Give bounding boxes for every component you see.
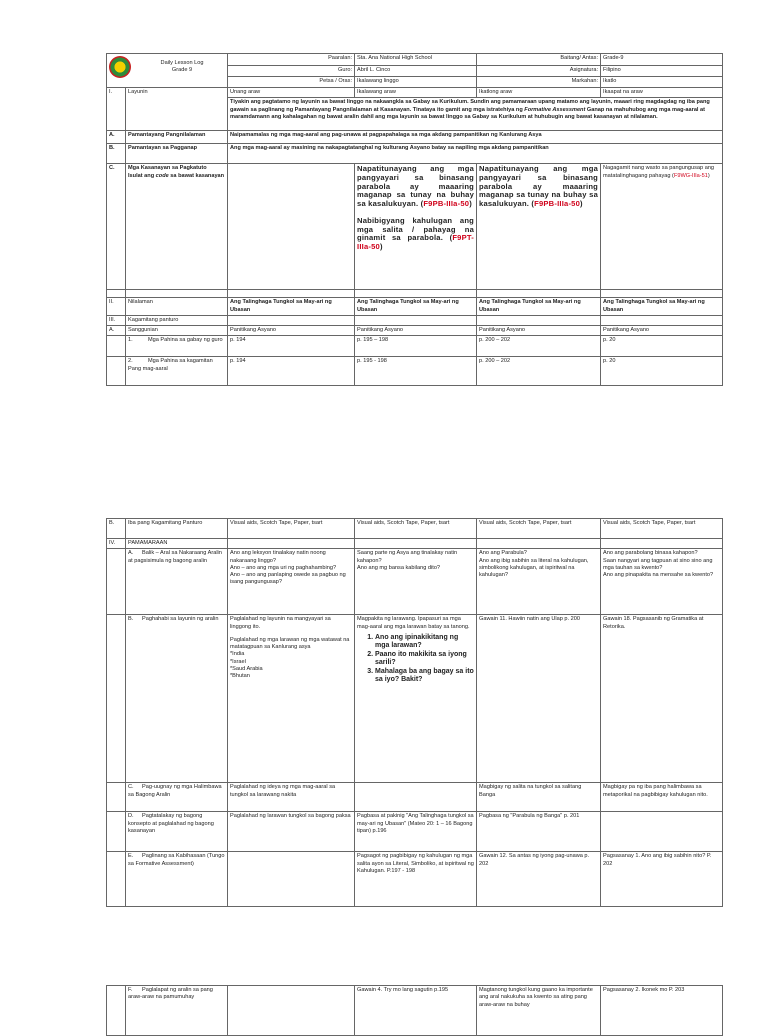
kasanayan-day-2-p1: Napatitunayang ang mga pangyayari sa binasang parabola ay maaaring maganap sa tunay na buhay sa kasalukuyan. (F9PB-IIIa-50) bbox=[357, 164, 475, 209]
balik-aral-label-cell: A. Balik – Aral sa Nakaraang Aralin at pagsisimula ng bagong aralin bbox=[126, 549, 228, 615]
competency-code: F9PB-IIIa-50 bbox=[423, 199, 470, 209]
pagtalakay-label: Pagtatalakay ng bagong konsepto at paglalahad ng bagong kasanayan bbox=[128, 813, 214, 834]
pag-uugnay-label-cell: C. Pag-uugnay ng mga Halimbawa sa Bagong Aralin bbox=[126, 783, 228, 812]
sanggunian-num: A. bbox=[107, 326, 126, 336]
pamantayan-pagganap-label: Pamantayan sa Pagganap bbox=[126, 144, 228, 164]
kagamitang-panturo-num: III. bbox=[107, 315, 126, 325]
pamantayang-pangnilalaman-text: Naipamamalas ng mga mag-aaral ang pag-unawa at pagpapahalaga sa mga akdang pampanitikan ng Kanlurang Asya bbox=[228, 131, 723, 144]
paghahabi-label: Paghahabi sa layunin ng aralin bbox=[142, 616, 219, 623]
pamamaraan-num: IV. bbox=[107, 539, 126, 549]
iba-pang-kagamitan-day-2: Visual aids, Scotch Tape, Paper, tsart bbox=[355, 519, 477, 539]
paglalapat-day-4: Pagsasanay 2. Ikonek mo P. 203 bbox=[601, 986, 723, 1036]
date-label: Petsa / Oras: bbox=[228, 77, 355, 88]
empty-cell bbox=[107, 852, 126, 907]
paglinang-day-3: Gawain 12. Sa antas ng iyong pag-unawa p. 202 bbox=[477, 852, 601, 907]
paglinang-day-2: Pagsagot ng pagbibigay ng kahulugan ng mga salita ayon sa Literal, Simboliko, at ispiritwal ng Kahulugan. P.197 - 198 bbox=[355, 852, 477, 907]
pamamaraan-label: PAMAMARAAN bbox=[126, 539, 228, 549]
kasanayan-num: C. bbox=[107, 164, 126, 290]
quarter-label: Markahan: bbox=[477, 77, 601, 88]
iba-pang-kagamitan-label: Iba pang Kagamitang Panturo bbox=[126, 519, 228, 539]
empty-cell bbox=[107, 615, 126, 783]
balik-aral-day-1: Ano ang leksyon tinalakay natin noong nakaraang linggo? Ano – ano ang mga uri ng paghahambing? Ano – ano ang panlaping owede sa pagbuo ng isang pangungusap? bbox=[228, 549, 355, 615]
day-2-header: Ikalawang araw bbox=[355, 88, 477, 98]
empty-cell bbox=[355, 315, 477, 325]
paglalapat-label-cell: F. Paglalapat ng aralin sa pang araw-araw na pamumuhay bbox=[126, 986, 228, 1036]
lesson-log-table-part-1 bbox=[106, 53, 723, 386]
pamantayang-pangnilalaman-num: A. bbox=[107, 131, 126, 144]
empty-cell bbox=[107, 783, 126, 812]
pahina-kagamitan-label: Mga Pahina sa kagamitan Pang mag-aaral bbox=[128, 358, 213, 372]
spacer-cell bbox=[228, 290, 355, 298]
school-seal-icon bbox=[109, 56, 131, 78]
pag-uugnay-day-3: Magbigay ng salita na tungkol sa salitang Banga bbox=[477, 783, 601, 812]
competency-code: F9PT-IIIa-50 bbox=[357, 233, 475, 252]
pagtalakay-day-4 bbox=[601, 812, 723, 852]
subject-value: Filipino bbox=[601, 66, 723, 77]
quarter-value: Ikatlo bbox=[601, 77, 723, 88]
pahina-gabay-label: Mga Pahina sa gabay ng guro bbox=[148, 337, 223, 344]
iba-pang-kagamitan-num: B. bbox=[107, 519, 126, 539]
nilalaman-num: II. bbox=[107, 298, 126, 316]
spacer-cell bbox=[601, 290, 723, 298]
kasanayan-day-3 bbox=[477, 164, 601, 290]
sanggunian-day-2: Panitikang Asyano bbox=[355, 326, 477, 336]
pahina-gabay-day-4: p. 20 bbox=[601, 336, 723, 357]
day-3-header: Ikatlong araw bbox=[477, 88, 601, 98]
paghahabi-label-cell: B. Paghahabi sa layunin ng aralin bbox=[126, 615, 228, 783]
pamantayang-pangnilalaman-label: Pamantayang Pangnilalaman bbox=[126, 131, 228, 144]
kasanayan-label-cell bbox=[126, 164, 228, 290]
empty-cell bbox=[228, 315, 355, 325]
sanggunian-day-4: Panitikang Asyano bbox=[601, 326, 723, 336]
pag-uugnay-day-1: Paglalahad ng ideya ng mga mag-aaral sa tungkol sa larawang nakita bbox=[228, 783, 355, 812]
pamantayan-pagganap-text: Ang mga mag-aaral ay masining na nakapagtatanghal ng kulturang Asyano batay sa napiling mga akdang pampanitikan bbox=[228, 144, 723, 164]
iba-pang-kagamitan-day-4: Visual aids, Scotch Tape, Paper, tsart bbox=[601, 519, 723, 539]
empty-cell bbox=[107, 549, 126, 615]
kasanayan-day-1 bbox=[228, 164, 355, 290]
paglalapat-day-3: Magtanong tungkol kung gaano ka importante ang aral nakukuha sa kwento sa ating pang araw-araw na buhay bbox=[477, 986, 601, 1036]
pahina-kagamitan-day-4: p. 20 bbox=[601, 357, 723, 386]
day-4-header: Ikaapat na araw bbox=[601, 88, 723, 98]
balik-aral-day-3: Ano ang Parabula? Ano ang ibig sabihin sa literal na kahulugan, simbolikong kahulugan, at ispiritwal na kahulugan? bbox=[477, 549, 601, 615]
pag-uugnay-day-2 bbox=[355, 783, 477, 812]
empty-cell bbox=[228, 539, 355, 549]
paglalapat-day-2: Gawain 4. Try mo lang sagutin p.195 bbox=[355, 986, 477, 1036]
kasanayan-label: Mga Kasanayan sa Pagkatuto bbox=[128, 165, 207, 172]
empty-cell bbox=[601, 315, 723, 325]
level-label: Baitang/ Antas: bbox=[477, 54, 601, 66]
pahina-kagamitan-day-1: p. 194 bbox=[228, 357, 355, 386]
paghahabi-day-4: Gawain 18. Pagsasanib ng Gramatika at Retorika. bbox=[601, 615, 723, 783]
pamantayan-pagganap-num: B. bbox=[107, 144, 126, 164]
pahina-kagamitan-day-3: p. 200 – 202 bbox=[477, 357, 601, 386]
paglinang-day-4: Pagsasanay 1. Ano ang ibig sabihin nito? P. 202 bbox=[601, 852, 723, 907]
grade-label: Grade 9 bbox=[171, 67, 193, 73]
subject-label: Asignatura: bbox=[477, 66, 601, 77]
pahina-gabay-day-2: p. 195 – 198 bbox=[355, 336, 477, 357]
paglinang-day-1 bbox=[228, 852, 355, 907]
paglalapat-day-1 bbox=[228, 986, 355, 1036]
empty-cell bbox=[477, 315, 601, 325]
pahina-kagamitan-label-cell: 2. Mga Pahina sa kagamitan Pang mag-aaral bbox=[126, 357, 228, 386]
pahina-gabay-label-cell: 1. Mga Pahina sa gabay ng guro bbox=[126, 336, 228, 357]
pagtalakay-day-3: Pagbasa ng "Parabula ng Banga" p. 201 bbox=[477, 812, 601, 852]
pagtalakay-label-cell: D. Pagtatalakay ng bagong konsepto at paglalahad ng bagong kasanayan bbox=[126, 812, 228, 852]
empty-cell bbox=[601, 539, 723, 549]
sanggunian-day-1: Panitikang Asyano bbox=[228, 326, 355, 336]
school-value: Sta. Ana National High School bbox=[355, 54, 477, 66]
empty-cell bbox=[107, 812, 126, 852]
competency-code: F9PB-IIIa-50 bbox=[534, 199, 581, 209]
paglinang-label-cell: E. Paglinang sa Kabihasaan (Tungo sa Formative Assessment) bbox=[126, 852, 228, 907]
iba-pang-kagamitan-day-3: Visual aids, Scotch Tape, Paper, tsart bbox=[477, 519, 601, 539]
doc-title: Daily Lesson Log bbox=[160, 59, 204, 66]
balik-aral-day-2: Saang parte ng Asya ang tinalakay natin kahapon? Ano ang mg bansa kabilang dito? bbox=[355, 549, 477, 615]
kagamitang-panturo-label: Kagamitang panturo bbox=[126, 315, 228, 325]
pahina-gabay-day-1: p. 194 bbox=[228, 336, 355, 357]
pagtalakay-day-2: Pagbasa at pakinig "Ang Talinghaga tungkol sa may-ari ng Ubasan" (Mateo 20: 1 – 16 Bagong tipan) p.196 bbox=[355, 812, 477, 852]
lesson-log-table-part-3 bbox=[106, 985, 723, 1036]
school-label: Paaralan: bbox=[228, 54, 355, 66]
pahina-kagamitan-day-2: p. 195 - 198 bbox=[355, 357, 477, 386]
competency-code: F9WG-IIIa-51 bbox=[673, 172, 708, 179]
nilalaman-day-3: Ang Talinghaga Tungkol sa May-ari ng Ubasan bbox=[477, 298, 601, 316]
kasanayan-sublabel: Isulat ang code sa bawat kasanayan bbox=[128, 172, 225, 179]
sanggunian-label: Sanggunian bbox=[126, 326, 228, 336]
lesson-log-table-part-2 bbox=[106, 518, 723, 907]
nilalaman-day-1: Ang Talinghaga Tungkol sa May-ari ng Ubasan bbox=[228, 298, 355, 316]
pag-uugnay-day-4: Magbigay pa ng iba pang halimbawa sa metaporikal na pagbibigay kahulugan nito. bbox=[601, 783, 723, 812]
teacher-label: Guro: bbox=[228, 66, 355, 77]
layunin-num: I. bbox=[107, 88, 126, 131]
balik-aral-label: Balik – Aral sa Nakaraang Aralin at pagsisimula ng bagong aralin bbox=[128, 550, 222, 564]
layunin-text: Tiyakin ang pagtatamo ng layunin sa bawat linggo na nakaangkla sa Gabay sa Kurikulum. Sundin ang pamamaraan upang matamo ang layunin, maaari ring magdagdag ng iba pang gawain sa paglinang ng Pamantayang Pangnilalaman at Kasanayan. Tinataya ito gamit ang mga istratehiya ng Formative Assessment Ganap na mahuhubog ang mga mag-aaral at maramdamann ang kahalagahan ng bawat aralin dahil ang mga layunin sa bawat linggo sa Gabay sa Kurikulum at huhubugin ang bawat kasanayan at nilalaman. bbox=[228, 98, 723, 131]
spacer-cell bbox=[107, 290, 126, 298]
nilalaman-label: Nilalaman bbox=[126, 298, 228, 316]
balik-aral-day-4: Ano ang parabolang binasa kahapon? Saan nangyari ang tagpuan at sino sino ang mga tauhan sa kwento? Ano ang pinapakita na mensahe sa kwento? bbox=[601, 549, 723, 615]
kasanayan-day-2-p2: Nabibigyang kahulugan ang mga salita / pahayag na ginamit sa parabola. (F9PT-IIIa-50) bbox=[357, 215, 475, 252]
kasanayan-day-2 bbox=[355, 164, 477, 290]
date-value: Ikalawang linggo bbox=[355, 77, 477, 88]
sanggunian-day-3: Panitikang Asyano bbox=[477, 326, 601, 336]
pahina-gabay-day-3: p. 200 – 202 bbox=[477, 336, 601, 357]
paghahabi-day-2: Magpakita ng larawang. Ipapasuri sa mga mag-aaral ang mga larawan batay sa tanong. 1. Ano ang ipinakikitang ng mga larawan? 2. Paano ito makikita sa iyong sarili? 3. Mahalaga ba ang bagay sa ito sa iyo? Bakit? bbox=[355, 615, 477, 783]
empty-cell bbox=[107, 986, 126, 1036]
paghahabi-day-1: Paglalahad ng layunin na mangyayari sa linggong ito. Paglalahad ng mga larawan ng mga watawat na matatagpuan sa Kanlurang asya *India *Israel *Saud Arabia *Bhutan bbox=[228, 615, 355, 783]
layunin-label: Layunin bbox=[126, 88, 228, 131]
paglinang-label: Paglinang sa Kabihasaan (Tungo sa Formative Assessment) bbox=[128, 853, 225, 867]
day-1-header: Unang araw bbox=[228, 88, 355, 98]
paghahabi-day-3: Gawain 11. Hawiin natin ang Ulap p. 200 bbox=[477, 615, 601, 783]
spacer-cell bbox=[477, 290, 601, 298]
iba-pang-kagamitan-day-1: Visual aids, Scotch Tape, Paper, tsart bbox=[228, 519, 355, 539]
empty-cell bbox=[355, 539, 477, 549]
kasanayan-day-4: Nagagamit nang wasto sa pangungusap ang matatalinghagang pahayag (F9WG-IIIa-51) bbox=[601, 164, 723, 290]
teacher-value: Abril L. Cinco bbox=[355, 66, 477, 77]
nilalaman-day-2: Ang Talinghaga Tungkol sa May-ari ng Ubasan bbox=[355, 298, 477, 316]
empty-cell bbox=[477, 539, 601, 549]
pagtalakay-day-1: Paglalahad ng larawan tungkol sa bagong paksa bbox=[228, 812, 355, 852]
paglalapat-label: Paglalapat ng aralin sa pang araw-araw na pamumuhay bbox=[128, 987, 213, 1001]
question-list: 1. Ano ang ipinakikitang ng mga larawan? 2. Paano ito makikita sa iyong sarili? 3. Mahalaga ba ang bagay sa ito sa iyo? Bakit? bbox=[367, 634, 474, 684]
pag-uugnay-label: Pag-uugnay ng mga Halimbawa sa Bagong Aralin bbox=[128, 784, 222, 798]
level-value: Grade-9 bbox=[601, 54, 723, 66]
kasanayan-day-3-p1: Napatitunayang ang mga pangyayari sa binasang parabola ay maaaring maganap sa tunay na buhay sa kasalukuyan. (F9PB-IIIa-50) bbox=[479, 164, 599, 209]
nilalaman-day-4: Ang Talinghaga Tungkol sa May-ari ng Ubasan bbox=[601, 298, 723, 316]
header-logo-cell bbox=[107, 54, 228, 88]
spacer-cell bbox=[126, 290, 228, 298]
empty-cell bbox=[107, 336, 126, 357]
empty-cell bbox=[107, 357, 126, 386]
spacer-cell bbox=[355, 290, 477, 298]
